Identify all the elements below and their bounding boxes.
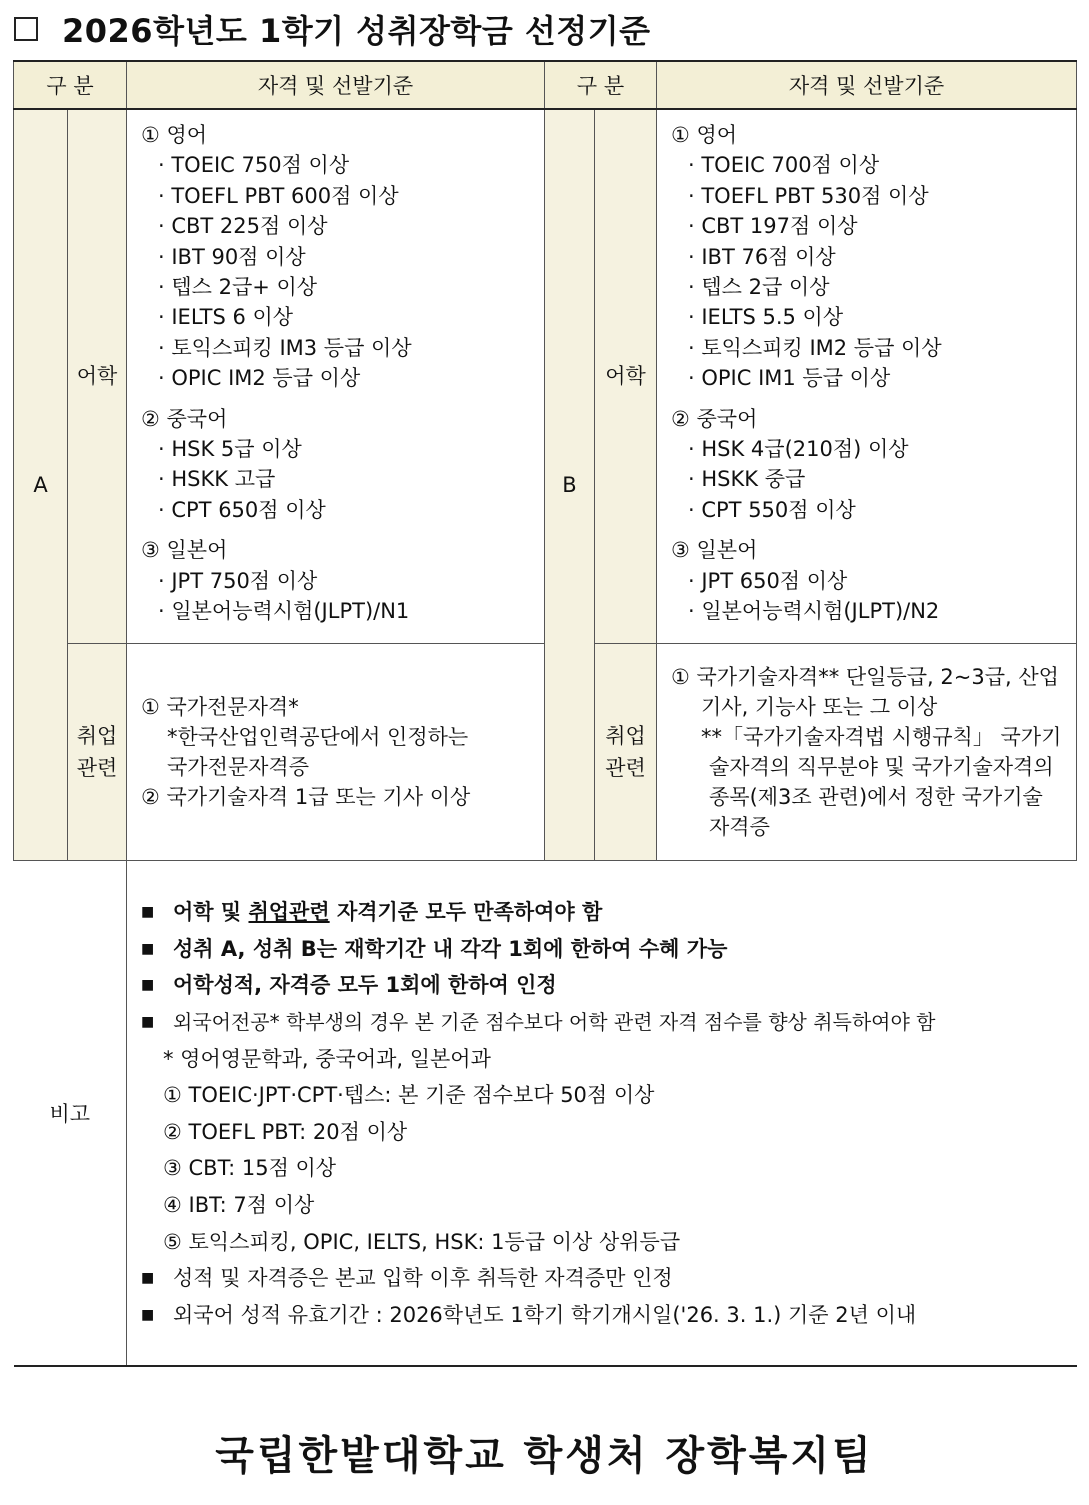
a-employment-line1: ① 국가전문자격* <box>141 694 299 719</box>
b-employment-line4: 술자격의 직무분야 및 국가기술자격의 <box>709 754 1054 779</box>
note-item <box>141 1297 1071 1334</box>
note-sub-item: ② TOEFL PBT: 20점 이상 <box>163 1119 408 1144</box>
list-item: · OPIC IM1 등급 이상 <box>671 363 1066 393</box>
note-text <box>173 894 602 931</box>
note-sub-item: ⑤ 토익스피킹, OPIC, IELTS, HSK: 1등급 이상 상위등급 <box>163 1229 681 1254</box>
note-item <box>141 1004 1071 1041</box>
b-employment-label-line1: 취업 <box>605 723 646 748</box>
checkbox-square-icon <box>14 17 38 41</box>
note1-post: 자격기준 모두 만족하여야 함 <box>329 900 603 925</box>
note-sub-item: ④ IBT: 7점 이상 <box>163 1192 315 1217</box>
notes-row <box>14 860 1077 1366</box>
b-employment-line2: 기사, 기능사 또는 그 이상 <box>701 694 938 719</box>
list-item: · JPT 750점 이상 <box>141 566 534 596</box>
b-employment-line3: **「국가기술자격법 시행규칙」 국가기 <box>701 724 1062 749</box>
a-chinese-group <box>141 404 534 526</box>
list-item: · IBT 90점 이상 <box>141 242 534 272</box>
b-english-heading: ① 영어 <box>671 123 738 147</box>
title-text: 2026학년도 1학기 성취장학금 선정기준 <box>62 12 651 50</box>
b-chinese-heading: ② 중국어 <box>671 406 758 431</box>
footer-department: 국립한밭대학교 학생처 장학복지팀 <box>215 1433 874 1479</box>
a-chinese-heading: ② 중국어 <box>141 406 228 431</box>
square-bullet-icon: ■ <box>141 940 155 957</box>
a-employment-label-line1: 취업 <box>76 723 118 748</box>
list-item: · CBT 225점 이상 <box>141 211 534 241</box>
square-bullet-icon: ■ <box>141 1013 155 1030</box>
b-employment-label-line2: 관련 <box>605 755 646 780</box>
list-item: · IELTS 5.5 이상 <box>671 302 1066 332</box>
note-sub-item: ① TOEIC·JPT·CPT·텝스: 본 기준 점수보다 50점 이상 <box>163 1083 655 1108</box>
list-item: · 텝스 2급 이상 <box>671 272 1066 302</box>
table-header-row <box>14 61 1077 109</box>
b-employment-criteria <box>657 643 1077 860</box>
list-item: · IBT 76점 이상 <box>671 242 1066 272</box>
a-japanese-heading: ③ 일본어 <box>141 538 228 563</box>
list-item: · TOEIC 750점 이상 <box>141 150 534 180</box>
list-item: · CBT 197점 이상 <box>671 211 1066 241</box>
list-item: · 일본어능력시험(JLPT)/N2 <box>671 596 1066 626</box>
square-bullet-icon: ■ <box>141 977 155 994</box>
note1-underlined: 취업관련 <box>248 900 330 925</box>
a-employment-line4: ② 국가기술자격 1급 또는 기사 이상 <box>141 784 471 809</box>
list-item: · CPT 550점 이상 <box>671 495 1066 525</box>
header-category-b: 구 분 <box>545 61 657 109</box>
list-item: · HSK 5급 이상 <box>141 434 534 464</box>
b-employment-line6: 자격증 <box>709 814 770 839</box>
b-chinese-group <box>671 404 1066 526</box>
list-item: · TOEFL PBT 600점 이상 <box>141 181 534 211</box>
a-employment-criteria <box>127 643 545 860</box>
list-item: · HSK 4급(210점) 이상 <box>671 434 1066 464</box>
a-employment-line2: *한국산업인력공단에서 인정하는 <box>167 724 469 749</box>
list-item: · 토익스피킹 IM2 등급 이상 <box>671 333 1066 363</box>
list-item: · 일본어능력시험(JLPT)/N1 <box>141 596 534 626</box>
note-item <box>141 931 1071 968</box>
language-row <box>14 109 1077 643</box>
list-item: · OPIC IM2 등급 이상 <box>141 363 534 393</box>
a-language-criteria <box>127 109 545 643</box>
list-item: · TOEFL PBT 530점 이상 <box>671 181 1066 211</box>
square-bullet-icon: ■ <box>141 1306 155 1323</box>
b-language-label: 어학 <box>595 109 657 643</box>
list-item: · 토익스피킹 IM3 등급 이상 <box>141 333 534 363</box>
note-text: 성취 A, 성취 B는 재학기간 내 각각 1회에 한하여 수혜 가능 <box>173 936 728 961</box>
document-title <box>14 6 651 52</box>
notes-label: 비고 <box>14 860 127 1366</box>
b-language-criteria <box>657 109 1077 643</box>
a-employment-line3: 국가전문자격증 <box>167 754 310 779</box>
category-b: B <box>545 109 595 860</box>
list-item: · HSKK 중급 <box>671 464 1066 494</box>
note-text: 외국어전공* 학부생의 경우 본 기준 점수보다 어학 관련 자격 점수를 향상 취득하여야 함 <box>173 1009 936 1034</box>
list-item: · JPT 650점 이상 <box>671 566 1066 596</box>
a-employment-label-line2: 관련 <box>76 755 118 780</box>
criteria-table <box>13 60 1077 1367</box>
header-category-a: 구 분 <box>14 61 127 109</box>
b-employment-label <box>595 643 657 860</box>
b-english-group <box>671 120 1066 394</box>
a-english-heading: ① 영어 <box>141 123 208 147</box>
b-japanese-heading: ③ 일본어 <box>671 538 758 563</box>
note-text: 외국어 성적 유효기간 : 2026학년도 1학기 학기개시일('26. 3. 1.) 기준 2년 이내 <box>173 1302 917 1327</box>
list-item: · CPT 650점 이상 <box>141 495 534 525</box>
list-item: · 텝스 2급+ 이상 <box>141 272 534 302</box>
square-bullet-icon: ■ <box>141 1270 155 1287</box>
list-item: · TOEIC 700점 이상 <box>671 150 1066 180</box>
square-bullet-icon: ■ <box>141 904 155 921</box>
note1-pre: 어학 및 <box>173 900 249 925</box>
note-item <box>141 894 1071 931</box>
note-item <box>141 1260 1071 1297</box>
a-employment-label <box>68 643 127 860</box>
category-a: A <box>14 109 68 860</box>
a-language-label: 어학 <box>68 109 127 643</box>
b-employment-line1: ① 국가기술자격** 단일등급, 2~3급, 산업 <box>671 664 1059 689</box>
note-text: 성적 및 자격증은 본교 입학 이후 취득한 자격증만 인정 <box>173 1266 673 1291</box>
list-item: · IELTS 6 이상 <box>141 302 534 332</box>
a-japanese-group <box>141 535 534 626</box>
note-text: 어학성적, 자격증 모두 1회에 한하여 인정 <box>173 973 557 998</box>
header-criteria-a: 자격 및 선발기준 <box>127 61 545 109</box>
note-sub-item: ③ CBT: 15점 이상 <box>163 1156 337 1181</box>
header-criteria-b: 자격 및 선발기준 <box>657 61 1077 109</box>
b-japanese-group <box>671 535 1066 626</box>
list-item: · HSKK 고급 <box>141 464 534 494</box>
note-sub-text: * 영어영문학과, 중국어과, 일본어과 <box>163 1046 491 1071</box>
a-english-group <box>141 120 534 394</box>
b-employment-line5: 종목(제3조 관련)에서 정한 국가기술 <box>709 784 1043 809</box>
note-item <box>141 967 1071 1004</box>
notes-body <box>127 860 1077 1366</box>
